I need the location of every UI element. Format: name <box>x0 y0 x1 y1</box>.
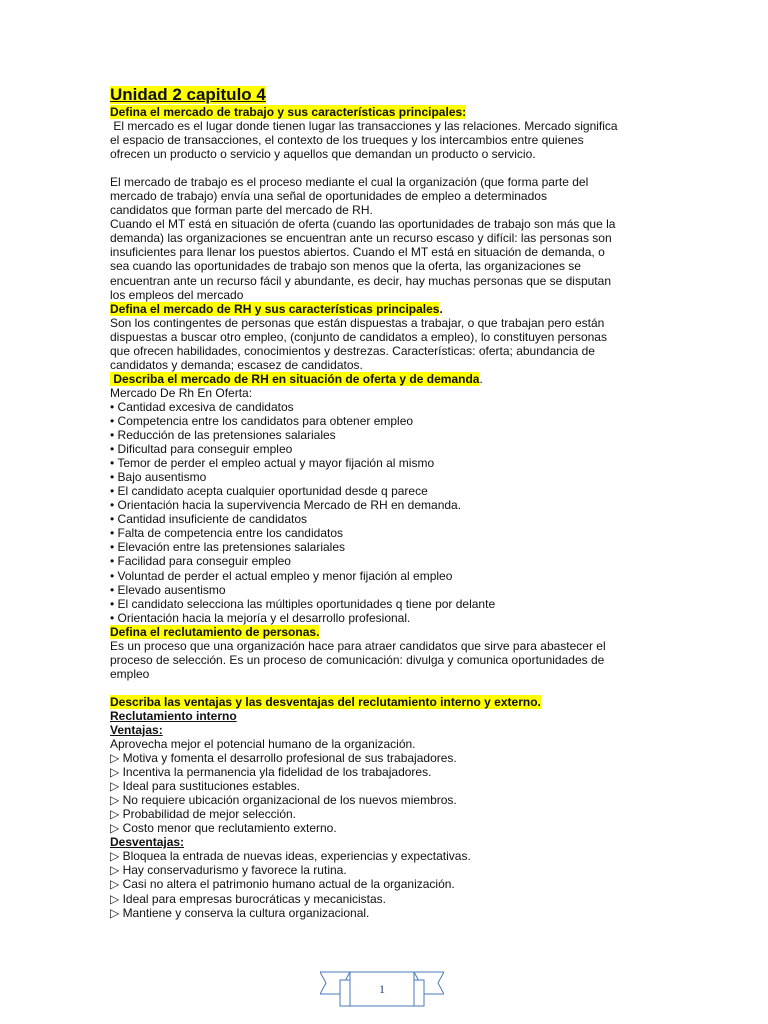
list-item: ▷ Probabilidad de mejor selección. <box>110 807 296 822</box>
list-item: • Temor de perder el empleo actual y mayor fijación al mismo <box>110 456 435 471</box>
list-item: Mercado De Rh En Oferta: <box>110 385 253 400</box>
text-line: los empleos del mercado <box>110 287 244 302</box>
text-line: encuentran ante un recurso fácil y abundante, es decir, hay muchas personas que se disputan <box>110 273 611 288</box>
list-item: ▷ Ideal para empresas burocráticas y mecanicistas. <box>110 891 387 906</box>
list-item: • El candidato selecciona las múltiples oportunidades q tiene por delante <box>110 596 496 611</box>
list-item: ▷ No requiere ubicación organizacional de los nuevos miembros. <box>110 793 457 808</box>
list-item: • Cantidad insuficiente de candidatos <box>110 512 307 527</box>
paragraph-mercado-rh <box>110 316 662 372</box>
heading-punctuation: . <box>479 371 483 386</box>
document-page <box>110 86 662 920</box>
text-line: insuficientes para llenar los puestos abiertos. Cuando el MT está en situación de demanda, o <box>110 245 605 260</box>
list-item: ▷ Costo menor que reclutamiento externo. <box>110 821 337 836</box>
text-line: mercado de trabajo) envía una señal de oportunidades de empleo a determinados <box>110 189 547 204</box>
label-ventajas: Ventajas: <box>110 722 163 737</box>
heading-ventajas-desventajas: Describa las ventajas y las desventajas del reclutamiento interno y externo. <box>110 694 541 709</box>
list-item: • El candidato acepta cualquier oportunidad desde q parece <box>110 484 428 499</box>
list-item: Aprovecha mejor el potencial humano de la organización. <box>110 737 416 752</box>
paragraph-reclutamiento <box>110 639 662 681</box>
list-item: ▷ Hay conservadurismo y favorece la rutina. <box>110 863 347 878</box>
list-item: • Competencia entre los candidatos para obtener empleo <box>110 413 414 428</box>
list-oferta-demanda <box>110 386 662 625</box>
heading-oferta-demanda: Describa el mercado de RH en situación de oferta y de demanda <box>110 371 480 386</box>
text-line: candidatos que forman parte del mercado de RH. <box>110 203 373 218</box>
list-item: • Elevado ausentismo <box>110 582 226 597</box>
text-line: empleo <box>110 666 150 681</box>
heading-mercado-rh: Defina el mercado de RH y sus características principales <box>110 301 440 316</box>
list-item: • Bajo ausentismo <box>110 470 207 485</box>
list-item: ▷ Casi no altera el patrimonio humano actual de la organización. <box>110 877 455 892</box>
heading-mercado-trabajo: Defina el mercado de trabajo y sus características principales: <box>110 105 467 119</box>
list-item: • Dificultad para conseguir empleo <box>110 442 293 457</box>
text-line: proceso de selección. Es un proceso de comunicación: divulga y comunica oportunidades de <box>110 652 605 667</box>
text-line: ofrecen un producto o servicio y aquellos que demandan un producto o servicio. <box>110 147 536 162</box>
text-line: dispuestas a buscar otro empleo, (conjunto de candidatos a empleo), lo constituyen personas <box>110 329 607 344</box>
heading-punctuation: . <box>439 301 443 316</box>
list-item: ▷ Bloquea la entrada de nuevas ideas, experiencias y expectativas. <box>110 849 471 864</box>
subheading-reclutamiento-interno: Reclutamiento interno <box>110 708 237 723</box>
paragraph-mercado-definicion <box>110 119 662 161</box>
text-line: El mercado es el lugar donde tienen lugar las transacciones y las relaciones. Mercado significa <box>110 119 618 134</box>
list-item: ▷ Motiva y fomenta el desarrollo profesional de sus trabajadores. <box>110 751 457 766</box>
list-desventajas <box>110 849 662 919</box>
list-item: • Elevación entre las pretensiones salariales <box>110 540 345 555</box>
list-item: ▷ Incentiva la permanencia yla fidelidad de los trabajadores. <box>110 765 432 780</box>
list-item: • Orientación hacia la supervivencia Mercado de RH en demanda. <box>110 498 462 513</box>
text-line: demanda) las organizaciones se encuentran ante un recurso escaso y difícil: las personas son <box>110 231 612 246</box>
list-ventajas <box>110 737 662 835</box>
list-item: • Cantidad excesiva de candidatos <box>110 399 294 414</box>
list-item: • Voluntad de perder el actual empleo y menor fijación al empleo <box>110 568 453 583</box>
list-item: • Falta de competencia entre los candidatos <box>110 526 344 541</box>
text-line: sea cuando las oportunidades de trabajo son menos que la oferta, las organizaciones se <box>110 259 581 274</box>
text-line: que ofrecen habilidades, conocimientos y destrezas. Características: oferta; abundancia de <box>110 343 595 358</box>
text-line: Son los contingentes de personas que están dispuestas a trabajar, o que trabajan pero están <box>110 315 605 330</box>
list-item: ▷ Mantiene y conserva la cultura organizacional. <box>110 905 370 920</box>
heading-reclutamiento: Defina el reclutamiento de personas. <box>110 624 320 639</box>
label-desventajas: Desventajas: <box>110 835 185 850</box>
text-line: el espacio de transacciones, el contexto de los trueques y los intercambios entre quienes <box>110 133 584 148</box>
page-number-ribbon <box>320 966 444 1010</box>
text-line: Cuando el MT está en situación de oferta (cuando las oportunidades de trabajo son más que la <box>110 217 616 232</box>
list-item: ▷ Ideal para sustituciones estables. <box>110 779 301 794</box>
page-number: 1 <box>379 981 385 996</box>
list-item: • Orientación hacia la mejoría y el desarrollo profesional. <box>110 610 411 625</box>
text-line: El mercado de trabajo es el proceso mediante el cual la organización (que forma parte del <box>110 175 589 190</box>
list-item: • Reducción de las pretensiones salariales <box>110 428 336 443</box>
list-item: • Facilidad para conseguir empleo <box>110 554 291 569</box>
paragraph-mercado-trabajo <box>110 175 662 301</box>
text-line: Es un proceso que una organización hace para atraer candidatos que sirve para abastecer el <box>110 638 606 653</box>
page-title: Unidad 2 capitulo 4 <box>110 85 266 104</box>
text-line: candidatos y demanda; escasez de candidatos. <box>110 357 363 372</box>
